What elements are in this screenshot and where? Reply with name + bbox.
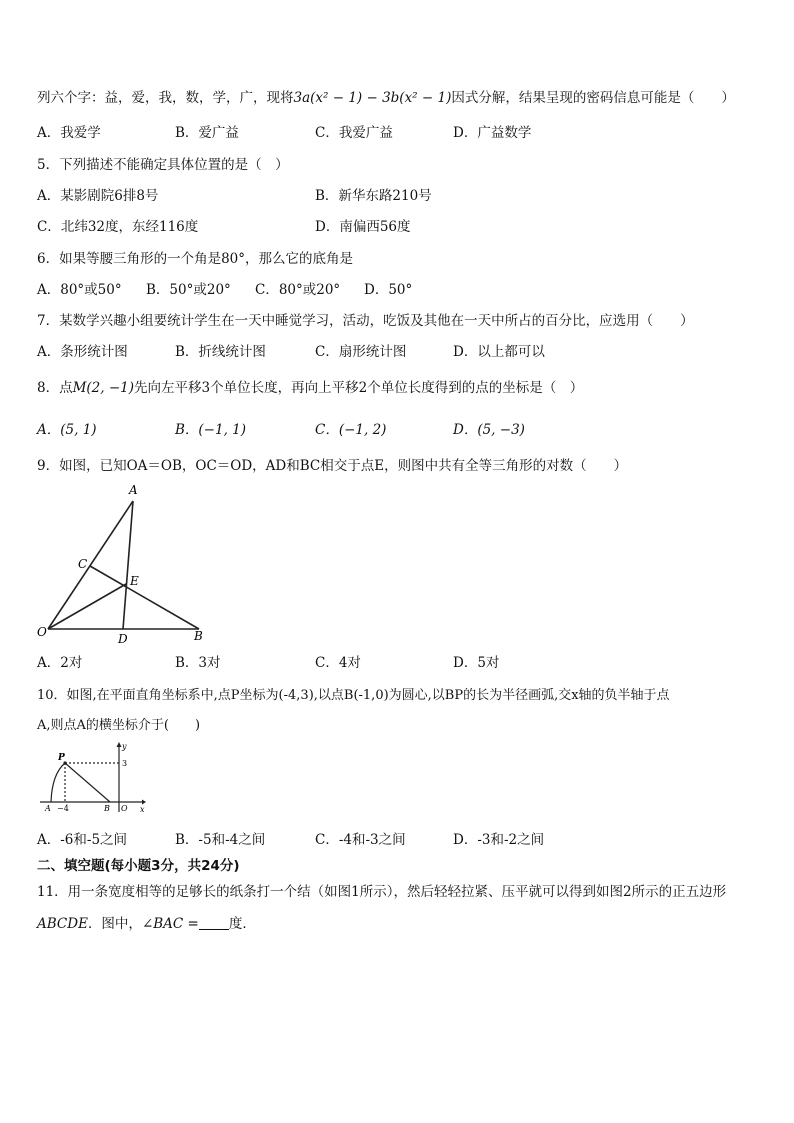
q4-option-a[interactable]: A．我爱学	[37, 125, 101, 141]
q4-stem-prefix: 列六个字：益，爱，我，数，学，广，现将	[37, 90, 294, 106]
q9-label-e: E	[130, 574, 139, 588]
q9-label-d: D	[118, 632, 128, 646]
q10-option-a[interactable]: A．-6和-5之间	[37, 832, 128, 848]
q9-segment-oa	[48, 501, 133, 629]
q6-option-b[interactable]: B．50°或20°	[146, 282, 231, 298]
q6-option-a[interactable]: A．80°或50°	[37, 282, 122, 298]
q9-option-c[interactable]: C．4对	[315, 655, 361, 671]
q8-stem-prefix: 8．点	[37, 380, 73, 396]
q4-option-b[interactable]: B．爱广益	[175, 125, 239, 141]
q5-option-d[interactable]: D．南偏西56度	[315, 219, 411, 235]
q10-label-b: B	[104, 804, 110, 813]
q10-option-d[interactable]: D．-3和-2之间	[453, 832, 545, 848]
q7-option-b[interactable]: B．折线统计图	[175, 344, 266, 360]
q9-option-d[interactable]: D．5对	[453, 655, 500, 671]
q9-option-b[interactable]: B．3对	[175, 655, 221, 671]
q10-label-3: 3	[122, 759, 128, 768]
q4-stem-suffix: 因式分解，结果呈现的密码信息可能是（ ）	[451, 90, 735, 106]
q5-option-a[interactable]: A．某影剧院6排8号	[37, 188, 159, 204]
q10-label-o: O	[121, 804, 128, 813]
q10-label-minus4: −4	[57, 804, 69, 813]
q5-option-c[interactable]: C．北纬32度，东经116度	[37, 219, 199, 235]
q11-stem-line2	[37, 914, 256, 934]
q10-segment-pb	[65, 763, 110, 802]
q10-option-b[interactable]: B．-5和-4之间	[175, 832, 266, 848]
q4-option-c[interactable]: C．我爱广益	[315, 125, 393, 141]
q9-label-o: O	[37, 625, 47, 639]
q4-expression: 3a(x² − 1) − 3b(x² − 1)	[293, 90, 452, 106]
q8-point: M(2, −1)	[72, 380, 135, 396]
q10-arc	[51, 763, 65, 802]
q10-coordinate-figure	[38, 740, 148, 815]
q11-line2-mid: ．图中，	[87, 916, 142, 932]
q8-option-a[interactable]: A．(5, 1)	[37, 422, 97, 438]
q5-stem: 5．下列描述不能确定具体位置的是（ ）	[37, 157, 289, 173]
q9-label-a: A	[129, 483, 138, 497]
q10-label-p: P	[58, 753, 65, 763]
q11-angle: ∠BAC =	[141, 916, 199, 932]
q6-option-d[interactable]: D．50°	[364, 282, 413, 298]
q10-stem-line1: 10．如图,在平面直角坐标系中,点P坐标为(-4,3),以点B(-1,0)为圆心,以BP的长为半径画弧,交x轴的负半轴于点	[37, 688, 670, 703]
q4-option-d[interactable]: D．广益数学	[453, 125, 532, 141]
q8-option-d[interactable]: D．(5, −3)	[453, 422, 525, 438]
q5-option-b[interactable]: B．新华东路210号	[315, 188, 432, 204]
q10-option-c[interactable]: C．-4和-3之间	[315, 832, 406, 848]
q6-option-c[interactable]: C．80°或20°	[255, 282, 341, 298]
q11-answer-blank[interactable]	[199, 915, 229, 930]
q8-option-b[interactable]: B．(−1, 1)	[175, 422, 247, 438]
q6-stem: 6．如果等腰三角形的一个角是80°，那么它的底角是	[37, 251, 354, 267]
q8-option-c[interactable]: C．(−1, 2)	[315, 422, 387, 438]
q9-triangle-figure	[36, 480, 211, 648]
q7-option-c[interactable]: C．扇形统计图	[315, 344, 407, 360]
q11-stem-line1: 11．用一条宽度相等的足够长的纸条打一个结（如图1所示），然后轻轻拉紧、压平就可以得到如图2所示的正五边形	[37, 884, 727, 900]
q9-segment-oe	[48, 584, 126, 629]
q9-label-c: C	[78, 557, 88, 571]
q10-label-a: A	[45, 804, 51, 813]
q7-option-a[interactable]: A．条形统计图	[37, 344, 128, 360]
q9-option-a[interactable]: A．2对	[37, 655, 83, 671]
q8-stem	[37, 378, 583, 398]
section-2-title: 二、填空题(每小题3分，共24分)	[37, 858, 240, 874]
q11-line2-suffix: 度．	[228, 916, 256, 932]
q9-stem: 9．如图，已知OA＝OB，OC＝OD，AD和BC相交于点E，则图中共有全等三角形的对数（ ）	[37, 458, 628, 474]
q9-label-b: B	[194, 629, 203, 643]
q7-stem: 7．某数学兴趣小组要统计学生在一天中睡觉学习，活动，吃饭及其他在一天中所占的百分比，应选用（ ）	[37, 313, 694, 329]
q7-option-d[interactable]: D．以上都可以	[453, 344, 545, 360]
q10-label-y: y	[122, 742, 127, 751]
q8-stem-suffix: 先向左平移3个单位长度，再向上平移2个单位长度得到的点的坐标是（ ）	[134, 380, 584, 396]
q4-stem	[37, 88, 735, 108]
q11-pentagon-name: ABCDE	[37, 916, 88, 932]
q9-segment-ad	[123, 501, 133, 629]
q9-segment-bc	[90, 566, 199, 629]
q10-label-x: x	[140, 805, 145, 814]
q10-stem-line2: A,则点A的横坐标介于( )	[37, 718, 201, 733]
